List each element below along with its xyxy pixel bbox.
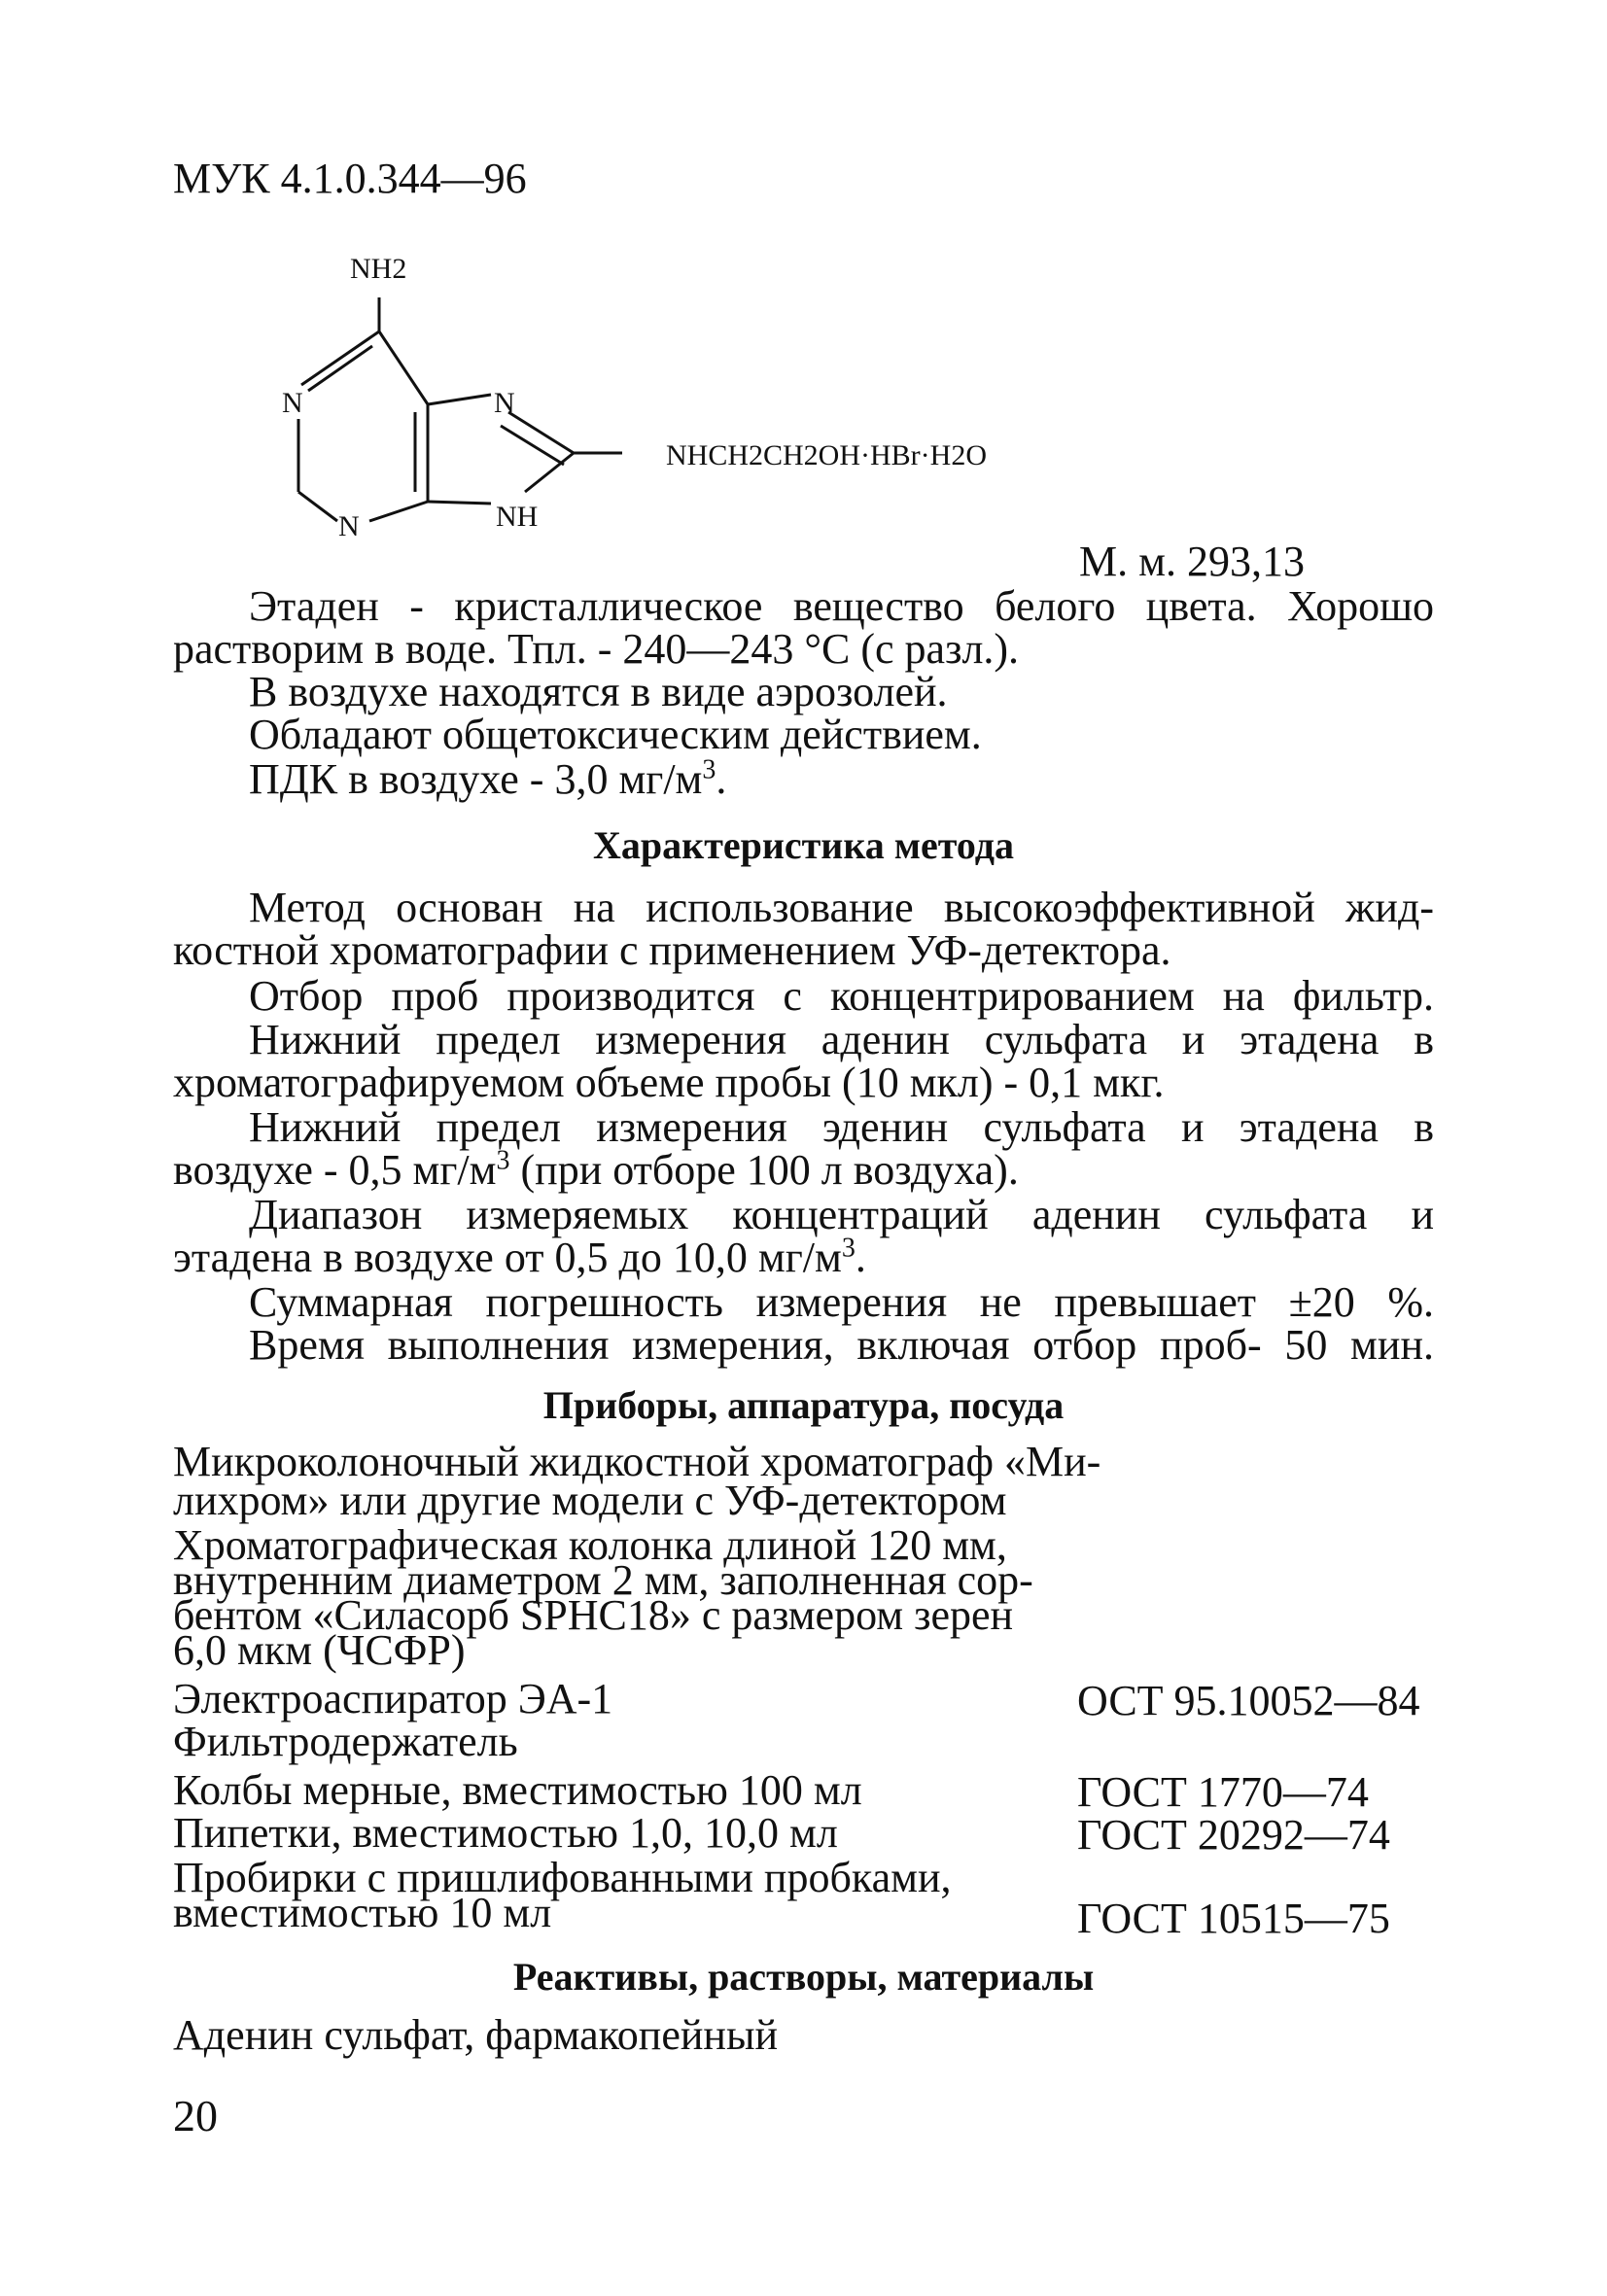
side-chain-label: NHCH2CH2OH·HBr·H2O — [666, 439, 987, 471]
equipment-item-2-line-1: Хроматографическая колонка длиной 120 мм, — [173, 1521, 1007, 1569]
equipment-item-7-line-1: Пробирки с пришлифованными пробками, — [173, 1854, 952, 1901]
equipment-item-1-line-2: лихром» или другие модели с УФ-детектором — [173, 1477, 1007, 1524]
section-title-method: Характеристика метода — [593, 823, 1014, 867]
method-p2: Отбор проб производится с концентрированием на фильтр. — [249, 972, 1434, 1020]
method-p7: Время выполнения измерения, включая отбор проб- 50 мин. — [249, 1321, 1434, 1369]
method-p3-line-1: Нижний предел измерения аденин сульфата и этадена в — [249, 1016, 1434, 1063]
intro-line-5: ПДК в воздухе - 3,0 $мг/м^3$. — [249, 754, 727, 803]
equipment-item-4: Фильтродержатель — [173, 1718, 518, 1765]
n7-label: N — [494, 387, 515, 419]
equipment-item-3-standard: ОСТ 95.10052—84 — [1077, 1677, 1420, 1724]
intro-line-1: Этаден - кристаллическое вещество белого цвета. Хорошо — [249, 582, 1434, 630]
method-p6: Суммарная погрешность измерения не превышает ±20 %. — [249, 1278, 1434, 1326]
intro-line-2: растворим в воде. Тпл. - 240—243 °С (с разл.). — [173, 625, 1020, 673]
chemical-structure — [258, 249, 1084, 560]
equipment-item-7-line-2: вместимостью 10 мл — [173, 1889, 552, 1936]
equipment-item-2-line-4: 6,0 мкм (ЧСФР) — [173, 1626, 466, 1674]
equipment-item-5: Колбы мерные, вместимостью 100 мл — [173, 1766, 862, 1814]
reagent-item-1: Аденин сульфат, фармакопейный — [173, 2011, 779, 2059]
method-p4-line-1: Нижний предел измерения эденин сульфата и этадена в — [249, 1103, 1434, 1151]
method-p1-line-2: костной хроматографии с применением УФ-детектора. — [173, 926, 1171, 974]
equipment-item-7-standard: ГОСТ 10515—75 — [1077, 1895, 1390, 1942]
section-title-equipment: Приборы, аппаратура, посуда — [542, 1383, 1065, 1427]
page-number: 20 — [173, 2091, 218, 2140]
intro-line-4: Обладают общетоксическим действием. — [249, 711, 982, 758]
section-title-reagents: Реактивы, растворы, материалы — [512, 1955, 1095, 1999]
n1-label: N — [282, 387, 303, 419]
intro-line-3: В воздухе находятся в виде аэрозолей. — [249, 668, 948, 715]
equipment-item-6: Пипетки, вместимостью 1,0, 10,0 мл — [173, 1809, 838, 1857]
method-p5-line-2: этадена в воздухе от 0,5 до 10,0 $мг/м^3$. — [173, 1233, 866, 1281]
molar-mass: М. м. 293,13 — [1079, 538, 1305, 585]
equipment-item-3: Электроаспиратор ЭА-1 — [173, 1675, 613, 1722]
document-header: МУК 4.1.0.344—96 — [173, 155, 527, 202]
n3-label: N — [338, 510, 360, 542]
method-p1-line-1: Метод основан на использование высокоэффективной жид- — [249, 884, 1434, 931]
equipment-item-5-standard: ГОСТ 1770—74 — [1077, 1768, 1369, 1816]
method-p4-line-2: воздухе - 0,5 $мг/м^3$ (при отборе 100 л воздуха). — [173, 1145, 1019, 1194]
nh2-label: NH2 — [350, 253, 407, 285]
nh9-label: NH — [496, 501, 539, 533]
equipment-item-2-line-2: внутренним диаметром 2 мм, заполненная сор- — [173, 1556, 1033, 1604]
equipment-item-2-line-3: бентом «Силасорб SPHC18» с размером зерен — [173, 1591, 1014, 1639]
equipment-item-1-line-1: Микроколоночный жидкостной хроматограф «Ми- — [173, 1438, 1101, 1485]
method-p3-line-2: хроматографируемом объеме пробы (10 мкл) - 0,1 мкг. — [173, 1059, 1165, 1106]
equipment-item-6-standard: ГОСТ 20292—74 — [1077, 1811, 1390, 1859]
method-p5-line-1: Диапазон измеряемых концентраций аденин сульфата и — [249, 1191, 1434, 1238]
